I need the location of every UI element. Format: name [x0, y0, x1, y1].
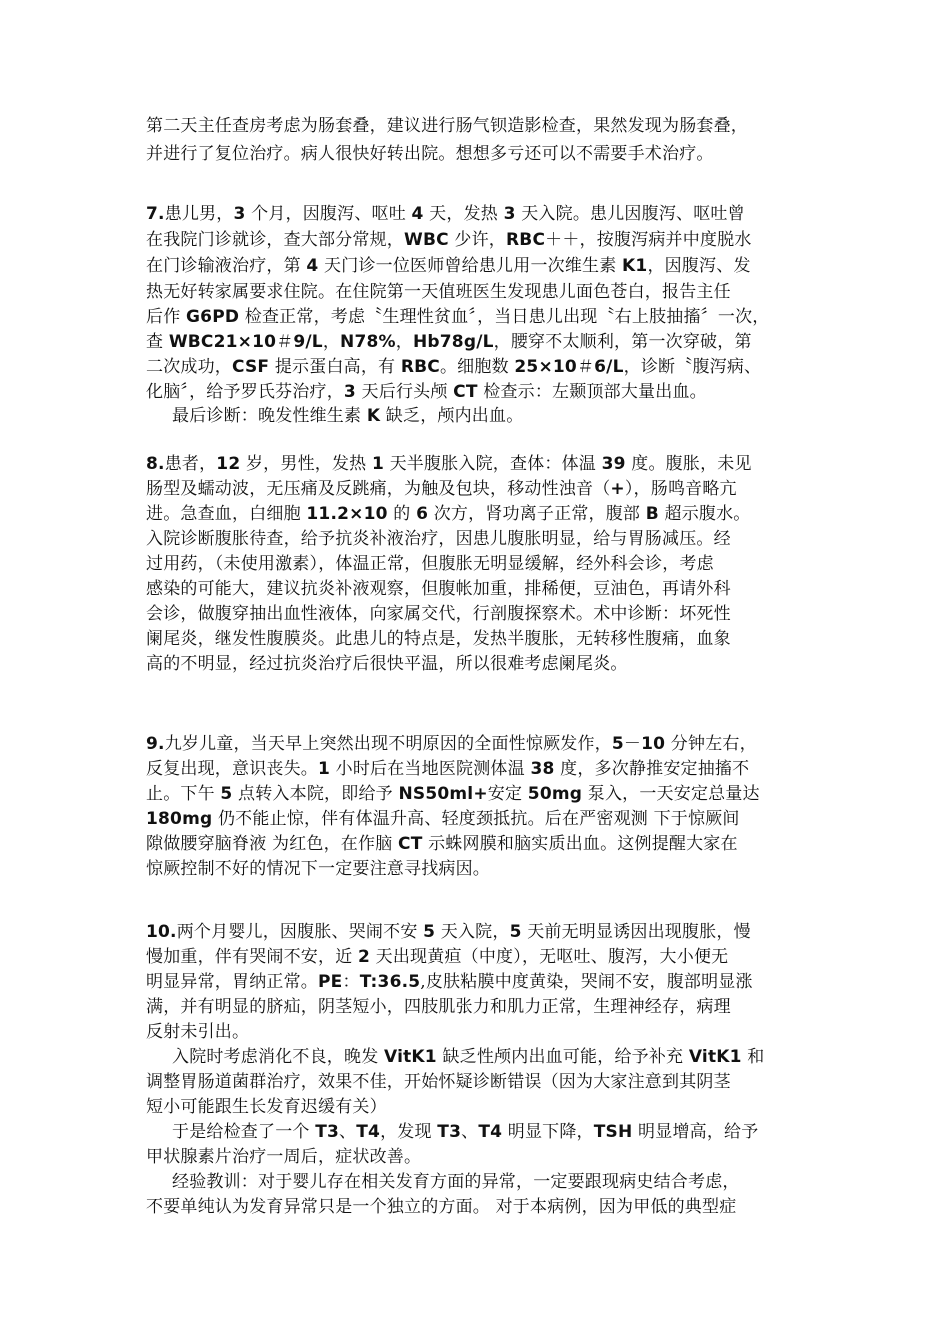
- case10-line-4: 满，并有明显的脐疝，阴茎短小，四肢肌张力和肌力正常，生理神经存，病理: [146, 997, 731, 1017]
- case8-line-3: 进。急查血，白细胞 11.2×10 的 6 次方，肾功离子正常，腹部 B 超示腹水。: [146, 504, 751, 524]
- case8-line-4: 入院诊断腹胀待查，给予抗炎补液治疗，因患儿腹胀明显，给与胃肠减压。经: [146, 529, 731, 549]
- case7-line-5: 后作 G6PD 检查正常，考虑〝生理性贫血〞，当日患儿出现〝右上肢抽搐〞一次，: [146, 307, 770, 327]
- case10-line-3: 明显异常，胃纳正常。PE：T:36.5,皮肤粘膜中度黄染，哭闹不安，腹部明显涨: [146, 972, 753, 992]
- case7-line-2: 在我院门诊就诊，查大部分常规，WBC 少许，RBC＋＋，按腹泻病并中度脱水: [146, 230, 752, 250]
- case7-line-8: 化脑〞，给予罗氏芬治疗，3 天后行头颅 CT 检查示：左颞顶部大量出血。: [146, 382, 707, 402]
- case10-line-5: 反射未引出。: [146, 1022, 250, 1042]
- intro-line-1: 第二天主任查房考虑为肠套叠，建议进行肠气钡造影检查，果然发现为肠套叠，: [146, 116, 748, 136]
- case7-line-6: 查 WBC21×10＃9/L，N78%，Hb78g/L，腰穿不太顺利，第一次穿破，第: [146, 332, 752, 352]
- case9-line-5: 隙做腰穿脑脊液 为红色，在作脑 CT 示蛛网膜和脑实质出血。这例提醒大家在: [146, 834, 738, 854]
- case7-line-4: 热无好转家属要求住院。在住院第一天值班医生发现患儿面色苍白，报告主任: [146, 282, 731, 302]
- case10-line-1: 10.两个月婴儿，因腹胀、哭闹不安 5 天入院，5 天前无明显诱因出现腹胀，慢: [146, 922, 751, 942]
- case7-line-7: 二次成功，CSF 提示蛋白高，有 RBC。细胞数 25×10＃6/L，诊断〝腹泻病、: [146, 357, 762, 377]
- case9-line-6: 惊厥控制不好的情况下一定要注意寻找病因。: [146, 859, 490, 879]
- case9-line-3: 止。下午 5 点转入本院，即给予 NS50ml+安定 50mg 泵入，一天安定总量达: [146, 784, 760, 804]
- intro-line-2: 并进行了复位治疗。病人很快好转出院。想想多亏还可以不需要手术治疗。: [146, 144, 714, 164]
- case10-line-2: 慢加重，伴有哭闹不安，近 2 天出现黄疸（中度），无呕吐、腹泻，大小便无: [146, 947, 729, 967]
- case10-line-7: 调整胃肠道菌群治疗，效果不佳，开始怀疑诊断错误（因为大家注意到其阴茎: [146, 1072, 731, 1092]
- case8-line-2: 肠型及蠕动波，无压痛及反跳痛，为触及包块，移动性浊音（+），肠鸣音略亢: [146, 479, 737, 499]
- case10-line-8: 短小可能跟生长发育迟缓有关）: [146, 1097, 387, 1117]
- case10-line-6: 入院时考虑消化不良，晚发 VitK1 缺乏性颅内出血可能，给予补充 VitK1 和: [172, 1047, 765, 1067]
- case8-line-9: 高的不明显，经过抗炎治疗后很快平温，所以很难考虑阑尾炎。: [146, 654, 628, 674]
- case9-line-2: 反复出现，意识丧失。1 小时后在当地医院测体温 38 度，多次静推安定抽搐不: [146, 759, 750, 779]
- case8-line-6: 感染的可能大，建议抗炎补液观察，但腹帐加重，排稀便，豆油色，再请外科: [146, 579, 731, 599]
- case8-line-5: 过用药，（未使用激素），体温正常，但腹胀无明显缓解，经外科会诊，考虑: [146, 554, 714, 574]
- case10-line-11: 经验教训：对于婴儿存在相关发育方面的异常，一定要跟现病史结合考虑，: [172, 1172, 740, 1192]
- case7-conclusion: 最后诊断：晚发性维生素 K 缺乏，颅内出血。: [172, 406, 524, 426]
- case10-line-9: 于是给检查了一个 T3、T4，发现 T3、T4 明显下降，TSH 明显增高，给予: [172, 1122, 759, 1142]
- case8-line-7: 会诊，做腹穿抽出血性液体，向家属交代，行剖腹探察术。术中诊断：坏死性: [146, 604, 731, 624]
- case10-line-12: 不要单纯认为发育异常只是一个独立的方面。 对于本病例，因为甲低的典型症: [146, 1197, 737, 1217]
- case8-line-8: 阑尾炎，继发性腹膜炎。此患儿的特点是，发热半腹胀，无转移性腹痛，血象: [146, 629, 731, 649]
- case10-line-10: 甲状腺素片治疗一周后，症状改善。: [146, 1147, 422, 1167]
- case7-line-3: 在门诊输液治疗，第 4 天门诊一位医师曾给患儿用一次维生素 K1，因腹泻、发: [146, 256, 751, 276]
- case9-line-4: 180mg 仍不能止惊，伴有体温升高、轻度颈抵抗。后在严密观测 下于惊厥间: [146, 809, 740, 829]
- case7-line-1: 7.患儿男，3 个月，因腹泻、呕吐 4 天，发热 3 天入院。患儿因腹泻、呕吐曾: [146, 204, 745, 224]
- case8-line-1: 8.患者，12 岁，男性，发热 1 天半腹胀入院，查体：体温 39 度。腹胀，未见: [146, 454, 752, 474]
- case9-line-1: 9.九岁儿童，当天早上突然出现不明原因的全面性惊厥发作，5－10 分钟左右，: [146, 734, 757, 754]
